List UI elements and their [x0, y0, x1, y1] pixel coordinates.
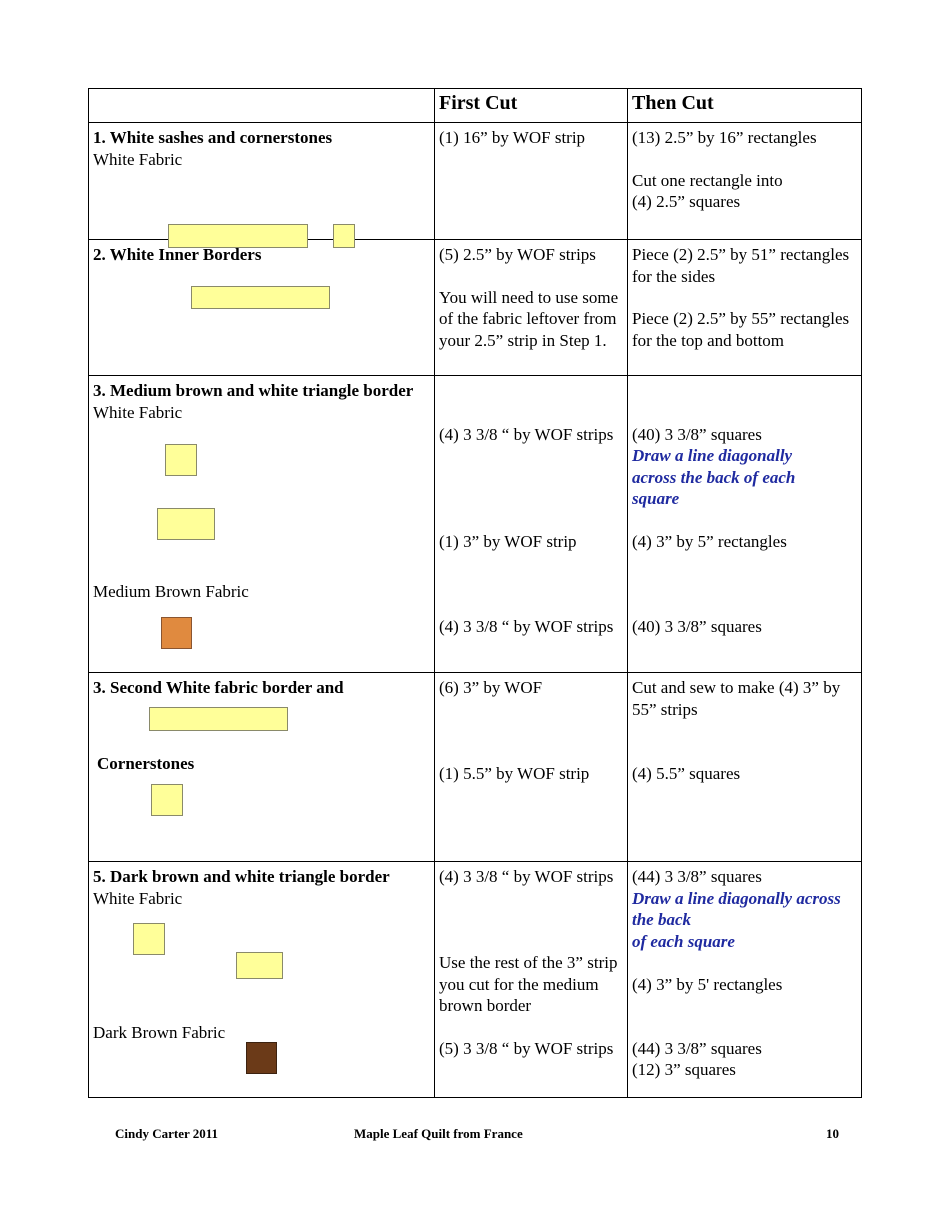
white-fabric-swatch [151, 784, 183, 816]
row3-first-line: (4) 3 3/8 “ by WOF strips [439, 617, 614, 636]
row1-then-line: (4) 2.5” squares [632, 192, 741, 211]
row3-then [628, 376, 862, 673]
footer-author: Cindy Carter 2011 [115, 1126, 219, 1141]
table-row [89, 123, 862, 240]
row5-then-line: (44) 3 3/8” squares [632, 1039, 762, 1058]
row1-title: 1. White sashes and cornerstones [93, 128, 333, 147]
row5-then [628, 862, 862, 1098]
row2-then [628, 240, 862, 376]
row1-then-line: Cut one rectangle into [632, 170, 783, 190]
table-row [89, 862, 862, 1098]
row3-then-line: (40) 3 3/8” squares [632, 425, 762, 444]
row5-desc [89, 862, 435, 1098]
row5-first-line: (4) 3 3/8 “ by WOF strips [439, 867, 614, 886]
dark-brown-fabric-swatch [246, 1042, 277, 1074]
row4-desc [89, 673, 435, 862]
row5-title: 5. Dark brown and white triangle border [93, 867, 390, 886]
medium-brown-fabric-swatch [161, 617, 192, 649]
footer-title: Maple Leaf Quilt from France [354, 1126, 523, 1141]
row5-then-line: (4) 3” by 5' rectangles [632, 975, 783, 994]
white-fabric-swatch [149, 707, 288, 731]
row3-first-line: (4) 3 3/8 “ by WOF strips [439, 425, 614, 444]
row5-first-line: Use the rest of the 3” strip you cut for the medium brown border [439, 953, 618, 1015]
row5-then-line: (44) 3 3/8” squares [632, 867, 762, 886]
cutting-table [88, 88, 862, 1098]
table-row [89, 673, 862, 862]
row2-then-line: Piece (2) 2.5” by 51” rectangles for the sides [632, 245, 850, 286]
row2-first-line: (5) 2.5” by WOF strips [439, 245, 596, 264]
row2-title: 2. White Inner Borders [93, 245, 262, 264]
row1-desc [89, 123, 435, 240]
white-fabric-swatch [133, 923, 165, 955]
header-first-cut: First Cut [435, 89, 628, 123]
table-row [89, 240, 862, 376]
row3-title: 3. Medium brown and white triangle border [93, 381, 414, 400]
row3-then-note: Draw a line diagonally across the back of each square [632, 446, 796, 508]
row5-fabric: White Fabric [93, 888, 183, 908]
row1-then-line: (13) 2.5” by 16” rectangles [632, 128, 817, 147]
row4-first-line: (6) 3” by WOF [439, 678, 543, 697]
row2-then-line: Piece (2) 2.5” by 55” rectangles for the top and bottom [632, 309, 850, 350]
row3-then-line: (4) 3” by 5” rectangles [632, 532, 787, 551]
header-then-cut: Then Cut [628, 89, 862, 123]
footer-page-number: 10 [826, 1126, 839, 1141]
row3-fabric2: Medium Brown Fabric [93, 582, 249, 601]
row3-then-line: (40) 3 3/8” squares [632, 617, 762, 636]
white-fabric-swatch [157, 508, 215, 540]
white-fabric-swatch [165, 444, 197, 476]
row4-title: 3. Second White fabric border and [93, 678, 344, 697]
row5-fabric2: Dark Brown Fabric [93, 1023, 226, 1042]
row1-first [435, 123, 628, 240]
row3-fabric: White Fabric [93, 402, 183, 422]
row1-fabric: White Fabric [93, 149, 183, 169]
row5-first [435, 862, 628, 1098]
white-fabric-swatch [236, 952, 283, 979]
row5-then-note: Draw a line diagonally across the back [632, 888, 841, 929]
white-fabric-swatch [191, 286, 330, 309]
row4-then-line: (4) 5.5” squares [632, 764, 741, 783]
row1-then [628, 123, 862, 240]
row2-first [435, 240, 628, 376]
row4-then [628, 673, 862, 862]
row1-first-line: (1) 16” by WOF strip [439, 128, 586, 147]
row4-then-line: Cut and sew to make (4) 3” by 55” strips [632, 678, 841, 719]
row4-subtitle: Cornerstones [97, 754, 195, 773]
row3-first [435, 376, 628, 673]
table-header-row [89, 89, 862, 123]
row2-first-line: You will need to use some of the fabric leftover from your 2.5” strip in Step 1. [439, 287, 619, 350]
row4-first [435, 673, 628, 862]
header-blank [89, 89, 435, 123]
row5-then-note: of each square [632, 931, 735, 951]
row3-first-line: (1) 3” by WOF strip [439, 532, 577, 551]
row4-first-line: (1) 5.5” by WOF strip [439, 764, 590, 783]
row2-desc [89, 240, 435, 376]
table-row [89, 376, 862, 673]
row5-first-line: (5) 3 3/8 “ by WOF strips [439, 1039, 614, 1058]
row5-then-line: (12) 3” squares [632, 1060, 736, 1079]
row3-desc [89, 376, 435, 673]
